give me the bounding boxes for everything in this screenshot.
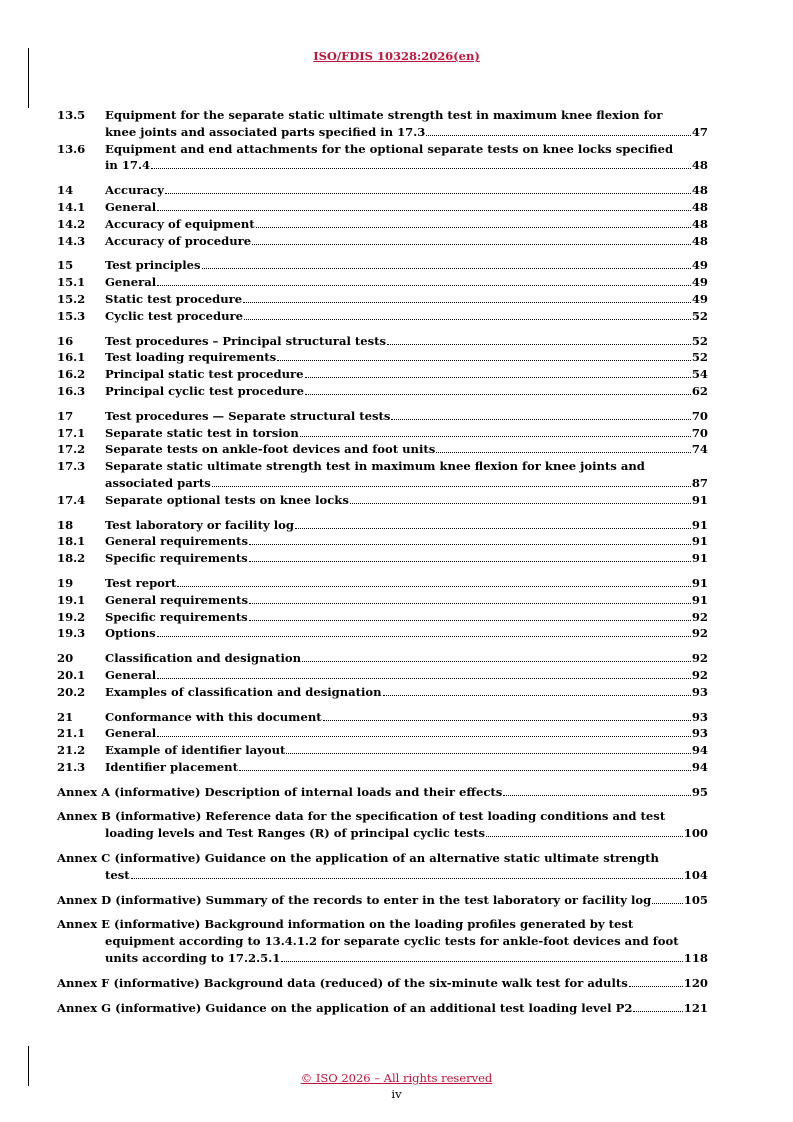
- toc-leader-dots: [157, 210, 691, 211]
- toc-entry-title: General requirements: [105, 534, 249, 549]
- toc-entry-body: [105, 141, 708, 175]
- toc-entry-title: Options: [105, 626, 156, 641]
- toc-entry-last-line: [105, 667, 708, 684]
- toc-section-group: [57, 650, 708, 700]
- toc-leader-dots: [305, 394, 691, 395]
- toc-entry-number: 17.2: [57, 442, 86, 457]
- toc-page-number: 87: [691, 475, 708, 490]
- toc-page-number: 93: [691, 684, 708, 699]
- toc-entry[interactable]: [57, 349, 708, 366]
- toc-entry[interactable]: [57, 274, 708, 291]
- toc-leader-dots: [244, 319, 691, 320]
- toc-entry-number: 19.1: [57, 592, 86, 607]
- toc-annex-continuation: [57, 825, 708, 842]
- toc-leader-dots: [151, 168, 691, 169]
- toc-entry[interactable]: [57, 492, 708, 509]
- toc-page-number: 70: [691, 408, 708, 423]
- toc-section-group: [57, 182, 708, 249]
- document-header[interactable]: ISO/FDIS 10328:2026(en): [313, 49, 480, 63]
- toc-section-group: [57, 107, 708, 174]
- toc-entry-number: 20.1: [57, 667, 86, 682]
- toc-entry-body: [105, 533, 708, 550]
- toc-entry-body: [105, 517, 708, 534]
- toc-leader-dots: [629, 986, 683, 987]
- toc-page-number: 91: [691, 517, 708, 532]
- toc-leader-dots: [391, 419, 690, 420]
- toc-leader-dots: [286, 753, 690, 754]
- toc-entry-number: 14.2: [57, 216, 86, 231]
- toc-entry-last-line: [105, 517, 708, 534]
- toc-leader-dots: [256, 227, 691, 228]
- toc-entry-body: [105, 216, 708, 233]
- toc-entry-number: 18: [57, 517, 74, 532]
- toc-entry-last-line: [57, 975, 708, 992]
- toc-entry-last-line: [105, 825, 708, 842]
- toc-entry-last-line: [105, 709, 708, 726]
- toc-entry-last-line: [105, 124, 708, 141]
- toc-page-number: 95: [691, 784, 708, 799]
- toc-entry-last-line: [105, 759, 708, 776]
- toc-entry[interactable]: [57, 709, 708, 726]
- toc-entry[interactable]: [57, 684, 708, 701]
- toc-entry-last-line: [105, 157, 708, 174]
- toc-leader-dots: [177, 586, 690, 587]
- toc-entry[interactable]: [57, 257, 708, 274]
- toc-entry[interactable]: [57, 141, 708, 175]
- toc-section-group: [57, 333, 708, 400]
- toc-annex-entry[interactable]: [57, 1000, 708, 1017]
- toc-entry-title: Annex B (informative) Reference data for the specification of test loading conditions and test: [57, 809, 666, 824]
- toc-entry[interactable]: [57, 550, 708, 567]
- toc-entry[interactable]: [57, 759, 708, 776]
- toc-entry-title: Cyclic test procedure: [105, 308, 243, 323]
- toc-entry[interactable]: [57, 650, 708, 667]
- toc-entry-title: Annex E (informative) Background information on the loading profiles generated by test: [57, 917, 634, 932]
- toc-entry-body: [105, 684, 708, 701]
- toc-entry-last-line: [105, 725, 708, 742]
- toc-entry-body: [105, 625, 708, 642]
- toc-page-number: 48: [691, 233, 708, 248]
- toc-leader-dots: [202, 268, 691, 269]
- toc-leader-dots: [157, 678, 691, 679]
- toc-entry-number: 19.3: [57, 626, 86, 641]
- toc-leader-dots: [426, 135, 691, 136]
- toc-entry-number: 20.2: [57, 684, 86, 699]
- toc-entry-last-line: [57, 892, 708, 909]
- toc-page-number: 48: [691, 183, 708, 198]
- toc-page-number: 52: [691, 308, 708, 323]
- toc-entry-title: Annex G (informative) Guidance on the application of an additional test loading level P2: [57, 1000, 633, 1015]
- toc-entry-last-line: [105, 274, 708, 291]
- toc-page-number: 47: [691, 124, 708, 139]
- toc-page-number: 120: [683, 975, 708, 990]
- toc-entry-title: Conformance with this document: [105, 709, 322, 724]
- toc-annex-entry[interactable]: [57, 975, 708, 992]
- toc-entry-number: 19: [57, 575, 74, 590]
- toc-entry-title: Annex D (informative) Summary of the records to enter in the test laboratory or facility log: [57, 892, 652, 907]
- toc-entry-body: [105, 609, 708, 626]
- toc-entry[interactable]: [57, 575, 708, 592]
- toc-leader-dots: [300, 436, 691, 437]
- toc-entry-body: [105, 592, 708, 609]
- table-of-contents: [57, 107, 708, 1024]
- toc-entry-body: [105, 366, 708, 383]
- toc-leader-dots: [486, 836, 683, 837]
- toc-leader-dots: [131, 878, 683, 879]
- toc-leader-dots: [281, 961, 682, 962]
- toc-entry-body: [105, 492, 708, 509]
- toc-page-number: 52: [691, 333, 708, 348]
- toc-entry-last-line: [105, 383, 708, 400]
- toc-entry-body: [105, 742, 708, 759]
- toc-entry-number: 19.2: [57, 609, 86, 624]
- toc-entry-title: Test laboratory or facility log: [105, 517, 294, 532]
- toc-page-number: 94: [691, 759, 708, 774]
- toc-page-number: 91: [691, 575, 708, 590]
- toc-page-number: 74: [691, 442, 708, 457]
- toc-leader-dots: [652, 903, 683, 904]
- toc-entry[interactable]: [57, 408, 708, 425]
- toc-entry-last-line: [105, 575, 708, 592]
- toc-entry-number: 14.3: [57, 233, 86, 248]
- toc-entry-title: Test principles: [105, 258, 201, 273]
- toc-entry-last-line: [105, 742, 708, 759]
- toc-entry-body: [105, 441, 708, 458]
- toc-entry-title: Identifier placement: [105, 759, 238, 774]
- toc-page-number: 118: [683, 951, 708, 966]
- toc-page-number: 49: [691, 291, 708, 306]
- toc-entry-body: [105, 308, 708, 325]
- toc-entry-number: 16.1: [57, 350, 86, 365]
- toc-entry-body: [105, 667, 708, 684]
- toc-entry-number: 21: [57, 709, 74, 724]
- toc-entry-number: 18.2: [57, 551, 86, 566]
- toc-entry-number: 16: [57, 333, 74, 348]
- toc-entry-last-line: [105, 684, 708, 701]
- toc-page-number: 92: [691, 609, 708, 624]
- toc-entry-body: [105, 291, 708, 308]
- toc-entry[interactable]: [57, 233, 708, 250]
- toc-entry-body: [105, 199, 708, 216]
- toc-page-number: 92: [691, 667, 708, 682]
- toc-leader-dots: [249, 620, 691, 621]
- toc-entry-last-line: [105, 199, 708, 216]
- toc-entry-body: [105, 550, 708, 567]
- toc-entry[interactable]: [57, 366, 708, 383]
- toc-page-number: 62: [691, 383, 708, 398]
- toc-entry-body: [105, 709, 708, 726]
- toc-entry-last-line: [105, 592, 708, 609]
- toc-leader-dots: [212, 486, 691, 487]
- toc-leader-dots: [252, 244, 691, 245]
- toc-entry-last-line: [105, 650, 708, 667]
- toc-entry-title: knee joints and associated parts specified in 17.3: [105, 124, 426, 139]
- toc-entry-title: General: [105, 275, 157, 290]
- toc-entry-number: 14.1: [57, 199, 86, 214]
- toc-entry-title: General: [105, 199, 157, 214]
- toc-entry[interactable]: [57, 425, 708, 442]
- toc-entry-number: 21.2: [57, 743, 86, 758]
- toc-page-number: 52: [691, 350, 708, 365]
- toc-page-number: 104: [683, 867, 708, 882]
- toc-entry-body: [105, 349, 708, 366]
- toc-entry[interactable]: [57, 291, 708, 308]
- toc-entry-title: Annex A (informative) Description of internal loads and their effects: [57, 784, 503, 799]
- toc-entry-last-line: [105, 182, 708, 199]
- toc-entry-title: Example of identifier layout: [105, 743, 286, 758]
- toc-entry-last-line: [105, 408, 708, 425]
- toc-leader-dots: [350, 503, 691, 504]
- toc-annex-continuation: [57, 933, 708, 967]
- toc-entry-last-line: [57, 784, 708, 801]
- toc-entry-number: 13.5: [57, 108, 86, 122]
- toc-leader-dots: [383, 695, 691, 696]
- toc-entry-number: 18.1: [57, 534, 86, 549]
- toc-entry-last-line: [105, 349, 708, 366]
- toc-entry[interactable]: [57, 383, 708, 400]
- toc-entry-title: test: [105, 867, 130, 882]
- toc-entry-title: Annex F (informative) Background data (reduced) of the six-minute walk test for adults: [57, 975, 628, 990]
- toc-entry-title: Specific requirements: [105, 609, 248, 624]
- toc-leader-dots: [436, 452, 691, 453]
- toc-entry-title: Test procedures — Separate structural tests: [105, 408, 391, 423]
- toc-entry-body: [105, 233, 708, 250]
- toc-leader-dots: [323, 720, 691, 721]
- toc-page-number: 93: [691, 709, 708, 724]
- toc-entry-body: [105, 274, 708, 291]
- toc-entry-body: [105, 182, 708, 199]
- toc-page-number: 91: [691, 534, 708, 549]
- toc-annex-entry[interactable]: [57, 808, 708, 842]
- toc-page-number: 91: [691, 551, 708, 566]
- toc-page-number: 92: [691, 626, 708, 641]
- toc-entry-title: units according to 17.2.5.1: [105, 951, 281, 966]
- toc-page-number: 121: [683, 1000, 708, 1015]
- toc-leader-dots: [157, 285, 691, 286]
- toc-entry-title: Separate static test in torsion: [105, 425, 299, 440]
- toc-entry-last-line: [105, 233, 708, 250]
- toc-leader-dots: [503, 795, 691, 796]
- toc-entry-body: [105, 759, 708, 776]
- toc-page-number: 105: [683, 892, 708, 907]
- toc-entry-title: Principal static test procedure: [105, 367, 304, 382]
- toc-entry-body: [105, 575, 708, 592]
- toc-entry-last-line: [105, 366, 708, 383]
- toc-entry-last-line: [105, 492, 708, 509]
- toc-section-group: [57, 257, 708, 324]
- toc-entry-body: [105, 725, 708, 742]
- toc-leader-dots: [633, 1011, 682, 1012]
- toc-entry[interactable]: [57, 107, 708, 141]
- toc-leader-dots: [387, 344, 691, 345]
- toc-entry-title: associated parts: [105, 475, 211, 490]
- toc-entry-number: 20: [57, 651, 74, 666]
- toc-entry-title: Accuracy of equipment: [105, 216, 255, 231]
- toc-section-group: [57, 575, 708, 642]
- toc-leader-dots: [165, 193, 691, 194]
- page-number: iv: [391, 1087, 402, 1101]
- toc-entry-title: Separate tests on ankle-foot devices and foot units: [105, 442, 436, 457]
- toc-entry-title: Accuracy of procedure: [105, 233, 252, 248]
- toc-leader-dots: [239, 770, 691, 771]
- toc-leader-dots: [249, 561, 691, 562]
- toc-section-group: [57, 408, 708, 509]
- toc-entry-title: Classification and designation: [105, 651, 302, 666]
- toc-entry[interactable]: [57, 182, 708, 199]
- toc-leader-dots: [295, 528, 691, 529]
- toc-entry-number: 15.3: [57, 308, 86, 323]
- copyright-footer[interactable]: © ISO 2026 – All rights reserved: [300, 1071, 493, 1085]
- toc-entry[interactable]: [57, 609, 708, 626]
- toc-entry[interactable]: [57, 517, 708, 534]
- toc-entry-number: 21.3: [57, 759, 86, 774]
- toc-entry[interactable]: [57, 592, 708, 609]
- toc-entry-title: General: [105, 726, 157, 741]
- toc-page-number: 91: [691, 592, 708, 607]
- toc-entry[interactable]: [57, 533, 708, 550]
- toc-entry-title: Test loading requirements: [105, 350, 277, 365]
- toc-entry-title: Static test procedure: [105, 291, 243, 306]
- toc-entry-title: Examples of classification and designation: [105, 684, 382, 699]
- toc-leader-dots: [277, 360, 691, 361]
- toc-page-number: 48: [691, 199, 708, 214]
- toc-entry-title: Specific requirements: [105, 551, 248, 566]
- toc-entry-number: 14: [57, 183, 74, 198]
- toc-page-number: 49: [691, 275, 708, 290]
- toc-page-number: 70: [691, 425, 708, 440]
- toc-entry-number: 13.6: [57, 141, 86, 156]
- toc-entry-number: 16.2: [57, 367, 86, 382]
- toc-entry[interactable]: [57, 308, 708, 325]
- toc-entry-last-line: [105, 533, 708, 550]
- toc-entry-title: Equipment for the separate static ultimate strength test in maximum knee flexion for: [105, 108, 663, 122]
- toc-entry-body: [105, 425, 708, 442]
- toc-entry-number: 21.1: [57, 726, 86, 741]
- toc-entry[interactable]: [57, 625, 708, 642]
- toc-leader-dots: [249, 544, 691, 545]
- toc-annex-entry[interactable]: [57, 784, 708, 801]
- toc-entry-number: 15: [57, 258, 74, 273]
- toc-entry-title: Accuracy: [105, 183, 164, 198]
- toc-entry-title: Equipment and end attachments for the optional separate tests on knee locks specified: [105, 141, 674, 156]
- toc-entry-body: [105, 383, 708, 400]
- toc-page-number: 48: [691, 216, 708, 231]
- toc-leader-dots: [302, 661, 691, 662]
- toc-entry-number: 17: [57, 408, 74, 423]
- toc-entry-last-line: [105, 609, 708, 626]
- toc-entry-last-line: [105, 550, 708, 567]
- toc-entry-title: Test procedures – Principal structural tests: [105, 333, 387, 348]
- toc-page-number: 93: [691, 726, 708, 741]
- toc-page-number: 49: [691, 258, 708, 273]
- toc-entry[interactable]: [57, 742, 708, 759]
- toc-entry[interactable]: [57, 199, 708, 216]
- toc-entry-title: Separate optional tests on knee locks: [105, 492, 349, 507]
- toc-entry-number: 17.3: [57, 459, 86, 474]
- toc-entry-title: in 17.4: [105, 158, 151, 173]
- toc-section-group: [57, 517, 708, 567]
- toc-section-group: [57, 709, 708, 776]
- toc-annex-entry[interactable]: [57, 850, 708, 884]
- toc-entry[interactable]: [57, 216, 708, 233]
- toc-entry-last-line: [105, 333, 708, 350]
- toc-entry-body: [105, 408, 708, 425]
- toc-entry[interactable]: [57, 333, 708, 350]
- toc-entry-last-line: [105, 625, 708, 642]
- toc-leader-dots: [249, 603, 691, 604]
- toc-leader-dots: [243, 302, 691, 303]
- toc-entry-body: [105, 257, 708, 274]
- toc-entry-title: Separate static ultimate strength test in maximum knee flexion for knee joints and: [105, 459, 645, 474]
- toc-page-number: 100: [683, 826, 708, 841]
- toc-page-number: 92: [691, 651, 708, 666]
- toc-entry-number: 17.4: [57, 492, 86, 507]
- toc-entry-title: loading levels and Test Ranges (R) of principal cyclic tests: [105, 826, 486, 841]
- toc-entry-last-line: [105, 867, 708, 884]
- toc-entry-body: [105, 650, 708, 667]
- toc-entry[interactable]: [57, 441, 708, 458]
- toc-entry-title: General requirements: [105, 592, 249, 607]
- toc-entry-last-line: [105, 441, 708, 458]
- toc-page-number: 54: [691, 367, 708, 382]
- toc-entry-number: 15.2: [57, 291, 86, 306]
- toc-page-number: 91: [691, 492, 708, 507]
- toc-entry-title: Principal cyclic test procedure: [105, 383, 304, 398]
- toc-entry[interactable]: [57, 725, 708, 742]
- toc-entry-last-line: [105, 308, 708, 325]
- toc-entry-last-line: [105, 257, 708, 274]
- toc-entry-title: General: [105, 667, 157, 682]
- toc-entry[interactable]: [57, 667, 708, 684]
- toc-leader-dots: [305, 377, 691, 378]
- toc-leader-dots: [157, 736, 691, 737]
- toc-page-number: 48: [691, 158, 708, 173]
- toc-entry-body: [105, 458, 708, 492]
- toc-entry-title: Test report: [105, 575, 177, 590]
- toc-entry-title: equipment according to 13.4.1.2 for separate cyclic tests for ankle-foot devices and foot: [105, 934, 679, 949]
- toc-entry-last-line: [105, 216, 708, 233]
- toc-entry-number: 16.3: [57, 383, 86, 398]
- toc-annex-continuation: [57, 867, 708, 884]
- toc-entry-last-line: [105, 475, 708, 492]
- toc-entry-number: 17.1: [57, 425, 86, 440]
- toc-entry-last-line: [105, 950, 708, 967]
- toc-annex-entry[interactable]: [57, 916, 708, 966]
- toc-entry-last-line: [105, 291, 708, 308]
- toc-entry-last-line: [105, 425, 708, 442]
- toc-entry-body: [105, 107, 708, 141]
- toc-entry-last-line: [57, 1000, 708, 1017]
- toc-annex-entry[interactable]: [57, 892, 708, 909]
- toc-page-number: 94: [691, 743, 708, 758]
- toc-leader-dots: [157, 636, 691, 637]
- toc-entry[interactable]: [57, 458, 708, 492]
- toc-entry-body: [105, 333, 708, 350]
- toc-entry-number: 15.1: [57, 275, 86, 290]
- toc-entry-title: Annex C (informative) Guidance on the application of an alternative static ultimate strength: [57, 851, 659, 866]
